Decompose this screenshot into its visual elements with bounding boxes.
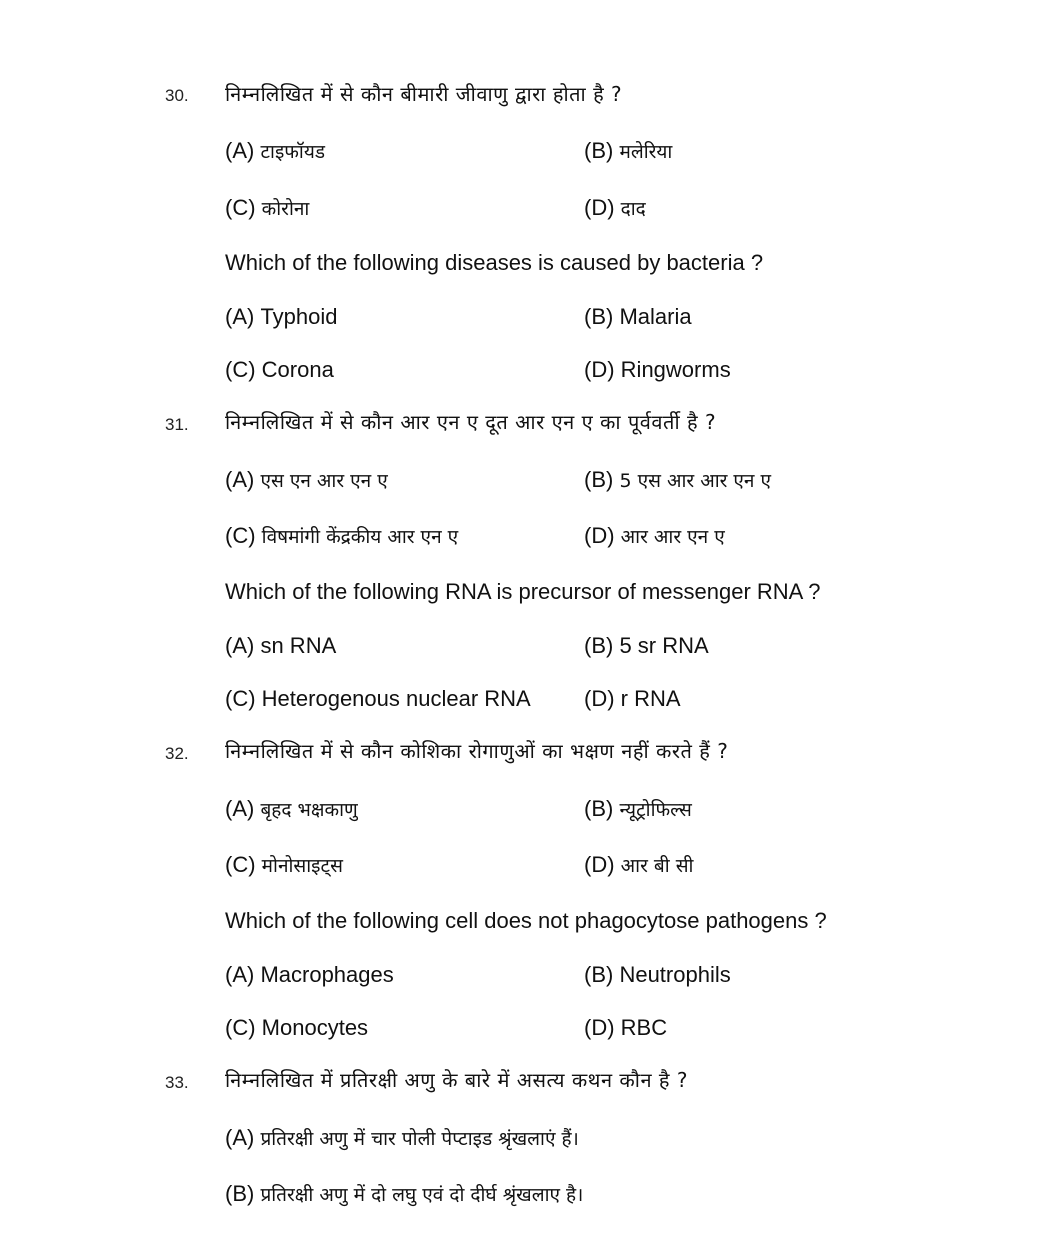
option-label: (A) (225, 138, 255, 163)
question-prompt-hindi: निम्नलिखित में से कौन बीमारी जीवाणु द्वारा होता है ? (225, 82, 623, 106)
option-text: Macrophages (260, 962, 394, 987)
option-text: Typhoid (260, 304, 338, 329)
option-text: Corona (261, 357, 334, 382)
option-text: Neutrophils (619, 962, 731, 987)
option-label: (C) (225, 686, 256, 711)
option-text: sn RNA (260, 633, 337, 658)
option-c-hindi (225, 194, 309, 223)
option-c-hindi (225, 522, 458, 551)
question-prompt-hindi: निम्नलिखित में से कौन आर एन ए दूत आर एन ए का पूर्ववर्ती है ? (225, 410, 717, 434)
option-label: (A) (225, 467, 255, 492)
option-label: (C) (225, 852, 256, 877)
option-label: (D) (584, 1015, 615, 1040)
option-label: (A) (225, 1125, 255, 1150)
option-label: (D) (584, 523, 615, 548)
option-label: (D) (584, 357, 615, 382)
option-text: Heterogenous nuclear RNA (261, 686, 531, 711)
option-d-english (584, 685, 681, 713)
question-number: 33. (165, 1073, 189, 1092)
option-text: दाद (620, 198, 646, 220)
question-number: 30. (165, 86, 189, 105)
question-prompt-english: Which of the following diseases is caused by bacteria ? (225, 250, 764, 275)
option-d-hindi (584, 522, 725, 551)
option-text: प्रतिरक्षी अणु में दो लघु एवं दो दीर्घ श्रृंखलाए है। (260, 1184, 584, 1206)
option-text: 5 एस आर आर एन ए (619, 470, 772, 492)
option-text: r RNA (620, 686, 681, 711)
option-label: (B) (584, 304, 614, 329)
option-label: (C) (225, 523, 256, 548)
option-label: (A) (225, 304, 255, 329)
question-number: 32. (165, 744, 189, 763)
option-label: (D) (584, 195, 615, 220)
option-text: बृहद भक्षकाणु (260, 799, 358, 821)
option-d-english (584, 1014, 667, 1042)
option-text: मलेरिया (619, 141, 673, 163)
option-text: कोरोना (261, 198, 310, 220)
option-label: (B) (584, 467, 614, 492)
option-label: (C) (225, 357, 256, 382)
question-number: 31. (165, 415, 189, 434)
option-label: (A) (225, 633, 255, 658)
question-prompt-hindi: निम्नलिखित में से कौन कोशिका रोगाणुओं का भक्षण नहीं करते हैं ? (225, 739, 729, 763)
option-text: Malaria (619, 304, 692, 329)
option-label: (B) (584, 633, 614, 658)
option-label: (C) (225, 1015, 256, 1040)
option-label: (D) (584, 686, 615, 711)
option-text: प्रतिरक्षी अणु में चार पोली पेप्टाइड श्रृंखलाएं हैं। (260, 1128, 579, 1150)
option-b-english (584, 303, 692, 331)
option-c-english (225, 685, 531, 713)
option-label: (B) (584, 796, 614, 821)
option-text: एस एन आर एन ए (260, 470, 388, 492)
option-text: Monocytes (261, 1015, 369, 1040)
option-a-english (225, 632, 336, 660)
option-label: (C) (225, 195, 256, 220)
option-text: 5 sr RNA (619, 633, 709, 658)
option-text: टाइफॉयड (260, 141, 326, 163)
option-label: (D) (584, 852, 615, 877)
option-text: विषमांगी केंद्रकीय आर एन ए (261, 526, 459, 548)
option-label: (B) (225, 1181, 255, 1206)
option-d-english (584, 356, 731, 384)
option-a-hindi (225, 466, 388, 495)
question-prompt-english: Which of the following cell does not phagocytose pathogens ? (225, 908, 827, 933)
option-b-hindi (225, 1180, 583, 1209)
option-text: RBC (620, 1015, 668, 1040)
option-text: Ringworms (620, 357, 731, 382)
option-text: न्यूट्रोफिल्स (619, 799, 692, 821)
option-text: मोनोसाइट्स (261, 855, 343, 877)
option-label: (B) (584, 962, 614, 987)
option-a-english (225, 961, 394, 989)
option-label: (B) (584, 138, 614, 163)
option-d-hindi (584, 194, 646, 223)
option-d-hindi (584, 851, 693, 880)
option-b-english (584, 961, 731, 989)
question-prompt-hindi: निम्नलिखित में प्रतिरक्षी अणु के बारे में असत्य कथन कौन है ? (225, 1068, 689, 1092)
option-a-hindi (225, 137, 325, 166)
option-a-english (225, 303, 338, 331)
option-a-hindi (225, 1124, 579, 1153)
option-label: (A) (225, 796, 255, 821)
question-prompt-english: Which of the following RNA is precursor of messenger RNA ? (225, 579, 821, 604)
option-text: आर आर एन ए (620, 526, 725, 548)
option-b-hindi (584, 137, 672, 166)
option-c-english (225, 1014, 368, 1042)
option-b-hindi (584, 795, 692, 824)
option-c-english (225, 356, 334, 384)
option-a-hindi (225, 795, 358, 824)
option-text: आर बी सी (620, 855, 694, 877)
option-label: (A) (225, 962, 255, 987)
option-b-english (584, 632, 709, 660)
option-b-hindi (584, 466, 771, 495)
option-c-hindi (225, 851, 343, 880)
